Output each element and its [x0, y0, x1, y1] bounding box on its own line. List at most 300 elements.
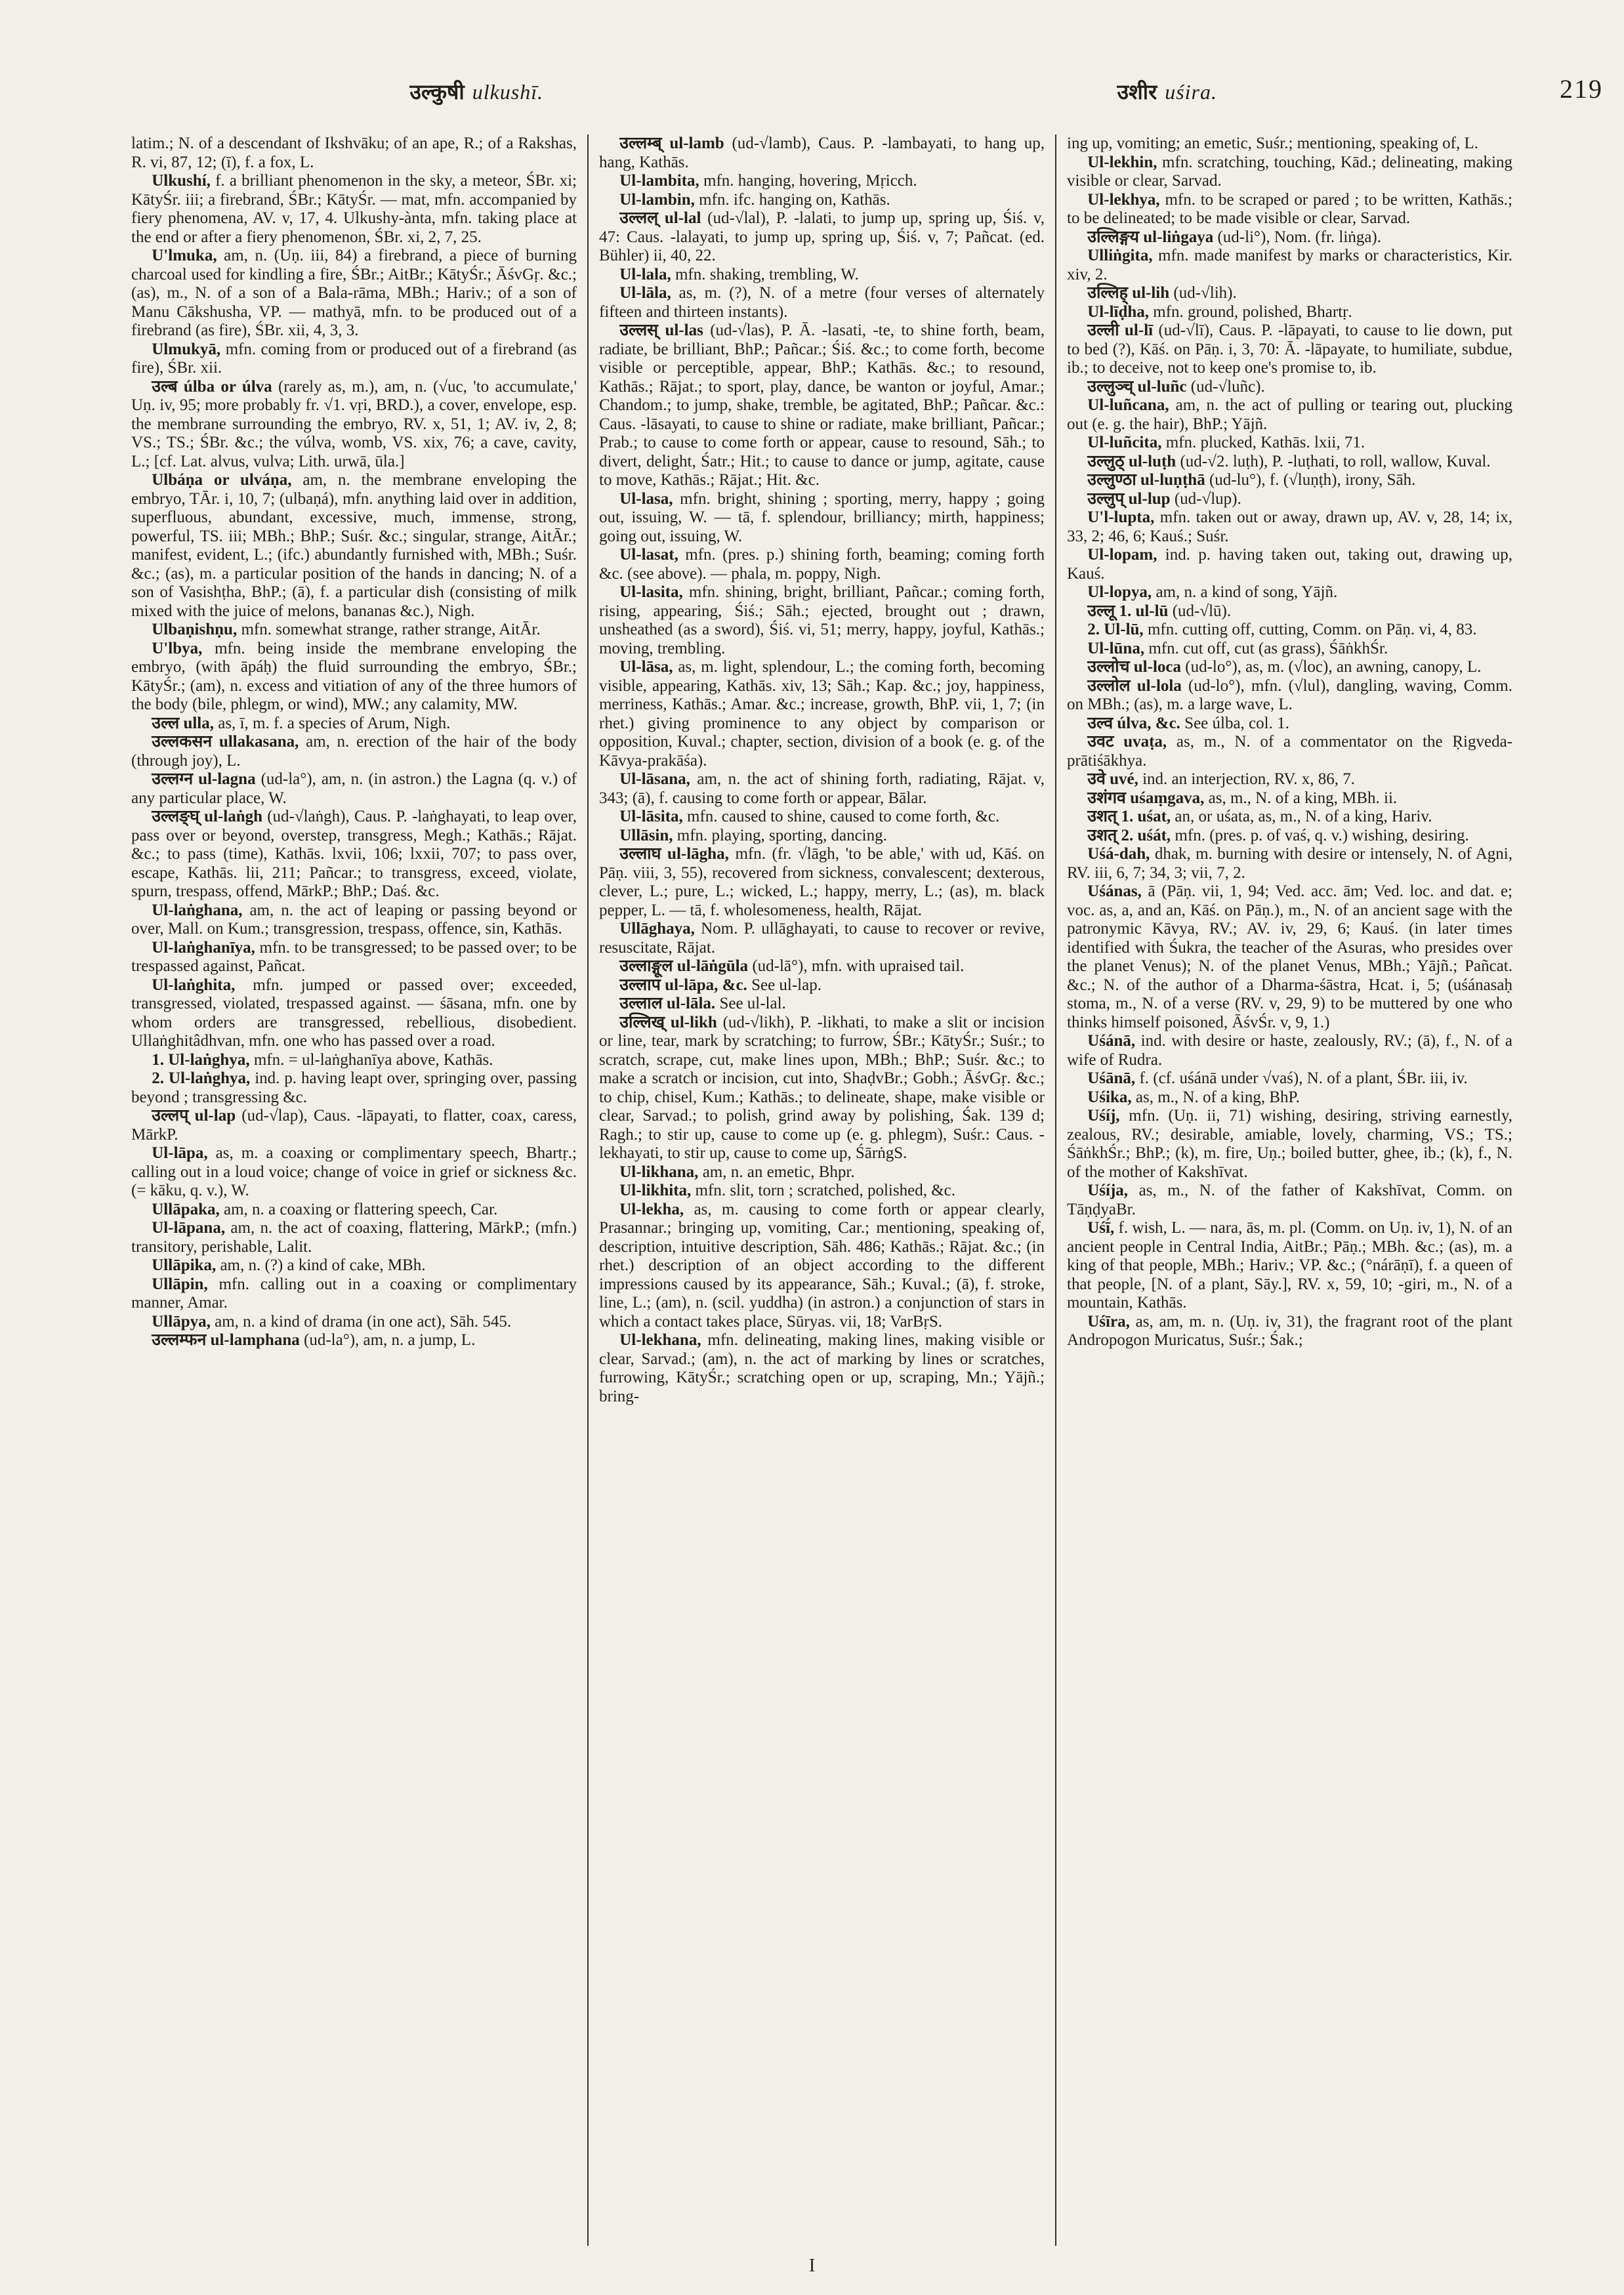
devanagari-headword: उल्लग्न: [152, 770, 194, 788]
entry-headword: úlba or úlva: [183, 377, 272, 396]
entry-body: mfn. coming from or produced out of a firebrand (as fire), ŚBr. xii.: [131, 340, 577, 377]
entry-headword: Ul-likhana,: [619, 1163, 699, 1181]
devanagari-headword: उल्लम्ब्: [619, 134, 662, 152]
devanagari-headword: उल्लल्: [619, 209, 659, 227]
entry-headword: Ullāsin,: [619, 826, 673, 844]
entry-headword: ul-lola: [1136, 676, 1182, 695]
devanagari-headword: उशत्: [1087, 826, 1117, 844]
entry-body: (ud-la°), am, n. (in astron.) the Lagna (q. v.) of any particular place, W.: [131, 770, 577, 807]
dictionary-entry: [131, 1107, 577, 1144]
entry-headword: Uśíj,: [1087, 1107, 1120, 1125]
entry-headword: Ul-lāpana,: [152, 1219, 226, 1237]
entry-body: an, or uśata, as, m., N. of a king, Hariv.: [1175, 808, 1432, 825]
entry-headword: ul-lāṅgūla: [677, 957, 749, 975]
entry-body: Nom. P. ullāghayati, to cause to recover or revive, resuscitate, Rājat.: [599, 920, 1045, 957]
entry-body: (rarely as, m.), am, n. (√uc, 'to accumulate,' Uṇ. iv, 95; more probably fr. √1. vṛi, BRD.), a cover, envelope, esp. the membrane surrounding the embryo, RV. x, 51, 1; AV. iv, 2, 8; VS.; TS.; ŚBr. &c.; the vúlva, womb, VS. xix, 76; a cave, cavity, L.; [cf. Lat. alvus, vulva; Lith. urwā, ūla.]: [131, 377, 577, 470]
devanagari-headword: उल्लोल: [1087, 676, 1131, 695]
dictionary-entry: [1067, 658, 1512, 677]
entry-headword: úlva, &c.: [1117, 714, 1180, 732]
dictionary-subentry: [1067, 1088, 1512, 1107]
entry-body: ind. p. having leapt over, springing over, passing beyond ; transgressing &c.: [131, 1069, 577, 1106]
dictionary-subentry: [131, 1051, 577, 1070]
dictionary-subentry: [1067, 640, 1512, 659]
entry-headword: ul-lih: [1132, 284, 1170, 302]
entry-body: (ud-√lup).: [1174, 489, 1241, 508]
entry-headword: ul-lī: [1125, 321, 1154, 339]
dictionary-subentry: [1067, 882, 1512, 1032]
entry-headword: ul-lagna: [198, 770, 256, 788]
devanagari-headword: उल्ली: [1087, 321, 1119, 339]
dictionary-entry: [599, 995, 1045, 1014]
entry-headword: Ul-lambita,: [619, 172, 699, 190]
entry-body: (ud-li°), Nom. (fr. liṅga).: [1217, 228, 1381, 246]
running-head-right: [822, 77, 1513, 106]
dictionary-entry: [599, 209, 1045, 266]
dictionary-entry: [1067, 321, 1512, 378]
entry-headword: Ul-laṅghita,: [152, 976, 236, 994]
entry-headword: 2. Ul-lū,: [1087, 621, 1144, 638]
devanagari-headword: उल्लस्: [619, 321, 659, 339]
running-head-left: [131, 77, 822, 106]
dictionary-entry: [1067, 770, 1512, 789]
entry-body: (ud-√luñc).: [1190, 377, 1265, 396]
entry-body: as, m. (?), N. of a metre (four verses of alternately fifteen and thirteen instants).: [599, 284, 1045, 321]
entry-body: mfn. scratching, touching, Kād.; delineating, making visible or clear, Sarvad.: [1067, 153, 1512, 190]
dictionary-entry: [1067, 677, 1512, 714]
entry-headword: Ul-lasat,: [619, 546, 678, 564]
entry-headword: Ullāpika,: [152, 1256, 217, 1274]
dictionary-entry: [599, 976, 1045, 995]
devanagari-headword: उल्लप्: [152, 1107, 189, 1125]
entry-body: am, n. an emetic, Bhpr.: [702, 1163, 855, 1181]
entry-body: mfn. (pres. p.) shining forth, beaming; coming forth &c. (see above). — phala, m. poppy, Nigh.: [599, 546, 1045, 583]
entry-body: as, am, m. n. (Uṇ. iv, 31), the fragrant root of the plant Andropogon Muricatus, Suśr.; Śak.;: [1067, 1312, 1512, 1349]
entry-body: mfn. ground, polished, Bhartṛ.: [1153, 302, 1352, 321]
entry-headword: ul-lamphana: [210, 1331, 300, 1349]
dictionary-entry: [1067, 453, 1512, 472]
dictionary-entry: [1067, 378, 1512, 397]
dictionary-column-3: [1055, 134, 1512, 2246]
entry-headword: ul-likh: [670, 1013, 717, 1031]
dictionary-subentry: [1067, 191, 1512, 228]
entry-body: ind. an interjection, RV. x, 86, 7.: [1142, 770, 1355, 788]
entry-headword: ul-loca: [1133, 658, 1181, 676]
entry-body: (ud-√2. luṭh), P. -luṭhati, to roll, wallow, Kuval.: [1180, 452, 1491, 470]
devanagari-headword: उशंगव: [1087, 789, 1126, 807]
dictionary-entry: [131, 808, 577, 901]
entry-headword: Ullāghaya,: [619, 920, 695, 938]
dictionary-entry: [1067, 808, 1512, 827]
entry-body: (ud-lo°), mfn. (√lul), dangling, waving, Comm. on MBh.; (as), m. a large wave, L.: [1067, 676, 1512, 713]
entry-body: mfn. being inside the membrane enveloping the embryo, (with āpáḥ) the fluid surrounding the embryo, ŚBr.; KātyŚr.; (am), n. excess and vitiation of any of the three humors of the body (bile, phlegm, or wind), MW.; any calamity, MW.: [131, 639, 577, 713]
entry-body: mfn. cutting off, cutting, Comm. on Pāṇ. vi, 4, 83.: [1147, 621, 1477, 638]
entry-body: (ud-√las), P. Ā. -lasati, -te, to shine forth, beam, radiate, be brilliant, BhP.; Pañcar.; Śiś. &c.; to come forth, become visible or perceptible, appear, BhP.; Kathās. &c.; to resound, Kathās.; Rājat.; to sport, play, dance, be wanton or joyful, Amar.; Chandom.; to jump, shake, tremble, be agitated, BhP.; Pañcar. &c.: Caus. -lāsayati, to cause to shine or radiate, make brilliant, Pañcar.; Prab.; to cause to come forth or appear, cause to resound, Sāh.; to divert, delight, Śatr.; Hit.; to cause to dance or jump, agitate, cause to move, Kathās.; Rājat.; Hit. &c.: [599, 321, 1045, 489]
entry-headword: Uśíja,: [1087, 1182, 1129, 1199]
running-head-left-devanagari: उल्कुषी: [409, 80, 465, 104]
dictionary-entry: [599, 134, 1045, 172]
entry-headword: ul-luṇṭhā: [1140, 471, 1205, 489]
entry-headword: Ul-lāpa,: [152, 1144, 208, 1162]
entry-headword: Ul-lopam,: [1087, 546, 1157, 564]
entry-headword: Ul-lambin,: [619, 190, 695, 209]
dictionary-subentry: [1067, 1182, 1512, 1219]
dictionary-subentry: [599, 284, 1045, 321]
dictionary-subentry: [599, 1331, 1045, 1406]
entry-headword: Ul-lasa,: [619, 489, 673, 508]
dictionary-column-2: [587, 134, 1055, 2246]
entry-body: (ud-√laṅgh), Caus. P. -laṅghayati, to leap over, pass over or beyond, overstep, transgress, Megh.; Kathās.; Rājat. &c.; to pass (time), Kathās. lxvii, 106; lxxii, 707; to pass over, escape, Kathās. lii, 211; Pañcar.; to transgress, exceed, violate, spurn, trespass, offend, MārkP.; BhP.; Daś. &c.: [131, 808, 577, 900]
entry-continuation: [131, 134, 577, 172]
dictionary-subentry: [1067, 396, 1512, 434]
dictionary-subentry: [1067, 303, 1512, 322]
dictionary-subentry: [131, 1201, 577, 1220]
dictionary-entry: [599, 845, 1045, 920]
dictionary-subentry: [131, 1144, 577, 1201]
dictionary-subentry: [1067, 1313, 1512, 1350]
entry-body: as, ī, m. f. a species of Arum, Nigh.: [218, 714, 451, 732]
entry-body: am, n. (?) a kind of cake, MBh.: [220, 1256, 426, 1274]
entry-body: f. (cf. uśánā under √vaś), N. of a plant, ŚBr. iii, iv.: [1139, 1069, 1468, 1087]
dictionary-subentry: [1067, 621, 1512, 640]
entry-body: am, n. (Uṇ. iii, 84) a firebrand, a piece of burning charcoal used for kindling a fire, ŚBr.; AitBr.; KātyŚr.; ĀśvGṛ. &c.; (as), m., N. of a son of a Bala-rāma, MBh.; Hariv.; of a son of Manu Cākshusha, VP. — mathyā, mfn. to be produced out of a firebrand (as fire), ŚBr. xii, 4, 3, 3.: [131, 247, 577, 339]
dictionary-entry: [599, 321, 1045, 490]
entry-body: mfn. ifc. hanging on, Kathās.: [699, 190, 890, 209]
entry-body: am, n. a kind of drama (in one act), Sāh. 545.: [215, 1312, 512, 1331]
dictionary-subentry: [599, 1163, 1045, 1182]
entry-body: am, n. the act of pulling or tearing out, plucking out (e. g. the hair), BhP.; Yājñ.: [1067, 396, 1512, 433]
dictionary-entry: [1067, 471, 1512, 490]
entry-headword: ul-lāgha,: [667, 845, 729, 863]
entry-body: dhak, m. burning with desire or intensely, N. of Agni, RV. iii, 6, 7; 34, 3; vii, 7, 2.: [1067, 845, 1512, 882]
entry-headword: ul-lāpa, &c.: [665, 976, 747, 994]
entry-headword: Uśá-dah,: [1087, 845, 1150, 863]
entry-headword: ul-luṭh: [1128, 452, 1176, 470]
entry-body: am, n. a coaxing or flattering speech, Car.: [224, 1200, 498, 1218]
entry-headword: ul-las: [665, 321, 703, 339]
entry-headword: ulla,: [183, 714, 214, 732]
dictionary-subentry: [599, 1201, 1045, 1332]
entry-body: latim.; N. of a descendant of Ikshvāku; of an ape, R.; of a Rakshas, R. vi, 87, 12; (ī), f. a fox, L.: [131, 134, 577, 171]
dictionary-entry: [1067, 228, 1512, 247]
running-head-right-devanagari: उशीर: [1117, 80, 1157, 104]
dictionary-subentry: [131, 1069, 577, 1107]
entry-headword: uśaṃgava,: [1130, 789, 1205, 807]
entry-continuation: [1067, 134, 1512, 154]
entry-body: am, n. the act of shining forth, radiating, Rājat. v, 343; (ā), f. causing to come forth or appear, Bālar.: [599, 770, 1045, 807]
dictionary-entry: [599, 1014, 1045, 1163]
entry-body: mfn. somewhat strange, rather strange, AitĀr.: [241, 621, 541, 638]
dictionary-subentry: [599, 920, 1045, 957]
entry-body: (ud-lo°), as, m. (√loc), an awning, canopy, L.: [1185, 658, 1482, 676]
entry-headword: Ul-laṅghana,: [152, 901, 243, 919]
entry-body: (ud-√lal), P. -lalati, to jump up, spring up, Śiś. v, 47: Caus. -lalayati, to jump up, spring up, Śiś. v, 7; Pañcat. (ed. Bühler) ii, 40, 22.: [599, 209, 1045, 264]
dictionary-entry: [1067, 602, 1512, 621]
dictionary-subentry: [599, 658, 1045, 770]
dictionary-subentry: [599, 266, 1045, 285]
dictionary-subentry: [1067, 1069, 1512, 1088]
entry-body: (ud-√lih).: [1173, 284, 1237, 302]
dictionary-subentry: [1067, 1219, 1512, 1313]
entry-headword: Ul-lāla,: [619, 284, 671, 302]
entry-body: am, n. the act of coaxing, flattering, MārkP.; (mfn.) transitory, perishable, Lalit.: [131, 1219, 577, 1256]
dictionary-subentry: [131, 172, 577, 247]
entry-body: am, n. the act of leaping or passing beyond or over, Mall. on Kum.; transgression, trespass, offence, sin, Kathās.: [131, 901, 577, 938]
dictionary-entry: [1067, 827, 1512, 846]
entry-headword: Uśānā,: [1087, 1069, 1136, 1087]
dictionary-entry: [131, 714, 577, 734]
entry-headword: Ulbaṇishṇu,: [152, 621, 238, 638]
entry-body: (ud-√likh), P. -likhati, to make a slit or incision or line, tear, mark by scratching; to furrow, ŚBr.; KātyŚr.; Suśr.; to scratch, scrape, cut, make lines upon, MBh.; BhP.; Suśr. &c.; to make a scratch or incision, cut into, ShaḍvBr.; Gobh.; ĀśvGṛ. &c.; to chip, chisel, Kum.; Kathās.; to delineate, shape, make visible or clear, Sarvad.; to polish, grind away by polishing, Śak. 139 d; Ragh.; to stir up, cause to come up (e. g. phlegm), Suśr.: Caus. -lekhayati, to stir up, cause to come up, ŚārṅgS.: [599, 1013, 1045, 1162]
devanagari-headword: उवे: [1087, 770, 1106, 788]
entry-headword: Uśīra,: [1087, 1312, 1130, 1331]
devanagari-headword: उल्ल: [152, 714, 180, 732]
entry-headword: ul-lamb: [669, 134, 724, 152]
entry-headword: Ul-likhita,: [619, 1182, 692, 1199]
entry-body: mfn. to be transgressed; to be passed over; to be trespassed against, Pañcat.: [131, 938, 577, 975]
entry-body: See ul-lap.: [751, 976, 822, 994]
dictionary-entry: [599, 957, 1045, 976]
dictionary-subentry: [1067, 247, 1512, 284]
entry-headword: Ul-luñcana,: [1087, 396, 1169, 414]
entry-body: mfn. cut off, cut (as grass), ŚāṅkhŚr.: [1148, 639, 1388, 657]
entry-headword: Ul-lekhin,: [1087, 153, 1157, 171]
entry-headword: 2. uśát,: [1121, 826, 1171, 844]
page-number: 219: [1560, 74, 1603, 104]
entry-body: mfn. hanging, hovering, Mṛicch.: [703, 172, 917, 190]
entry-headword: 1. Ul-laṅghya,: [152, 1050, 250, 1069]
dictionary-subentry: [1067, 1107, 1512, 1182]
entry-headword: uvaṭa,: [1123, 733, 1167, 751]
entry-body: as, m., N. of a king, BhP.: [1135, 1088, 1300, 1106]
devanagari-headword: उवट: [1087, 733, 1114, 751]
devanagari-headword: उल्लाल: [619, 995, 663, 1012]
dictionary-subentry: [599, 1182, 1045, 1201]
devanagari-headword: उल्लङ्घ्: [152, 808, 199, 825]
entry-headword: 1. ul-lū: [1119, 602, 1169, 620]
dictionary-subentry: [1067, 845, 1512, 882]
entry-body: ind. with desire or haste, zealously, RV.; (ā), f., N. of a wife of Rudra.: [1067, 1032, 1512, 1069]
entry-headword: Ul-lasita,: [619, 583, 683, 601]
running-head-right-word: uśira.: [1165, 80, 1217, 104]
devanagari-headword: उल्लिङ्गय: [1087, 228, 1139, 246]
entry-headword: ul-lap: [194, 1107, 236, 1125]
entry-body: mfn. bright, shining ; sporting, merry, happy ; going out, issuing, W. — tā, f. splendour, brilliancy; mirth, happiness; going out, issuing, W.: [599, 489, 1045, 545]
dictionary-entry: [131, 1331, 577, 1350]
dictionary-subentry: [1067, 583, 1512, 602]
entry-headword: Ul-lala,: [619, 265, 671, 283]
dictionary-entry: [1067, 733, 1512, 770]
dictionary-subentry: [1067, 154, 1512, 191]
dictionary-subentry: [599, 490, 1045, 547]
dictionary-subentry: [599, 770, 1045, 808]
dictionary-subentry: [599, 172, 1045, 191]
devanagari-headword: उशत्: [1087, 808, 1117, 825]
dictionary-subentry: [131, 976, 577, 1051]
devanagari-headword: उल्लिह्: [1087, 284, 1128, 302]
entry-headword: Ul-lekhana,: [619, 1331, 701, 1349]
entry-body: f. wish, L. — nara, ās, m. pl. (Comm. on Uṇ. iv, 1), N. of an ancient people in Central India, AitBr.; Pāṇ.; MBh. &c.; (as), m. a king of that people, MBh.; Hariv.; VP. &c.; (°nárāṇī), f. a queen of that people, [N. of a plant, Sāy.], RV. x, 59, 10; -giri, m., N. of a mountain, Kathās.: [1067, 1219, 1512, 1312]
entry-body: (ud-√lap), Caus. -lāpayati, to flatter, coax, caress, MārkP.: [131, 1107, 577, 1144]
entry-body: (ud-lu°), f. (√luṇṭh), irony, Sāh.: [1209, 471, 1416, 489]
entry-headword: Uśika,: [1087, 1088, 1132, 1106]
dictionary-subentry: [131, 1313, 577, 1332]
dictionary-subentry: [1067, 508, 1512, 546]
entry-headword: ul-lup: [1128, 489, 1171, 508]
dictionary-subentry: [599, 827, 1045, 846]
entry-body: as, m. a coaxing or complimentary speech, Bhartṛ.; calling out in a loud voice; change of voice in grief or sickness &c. (= kāku, q. v.), W.: [131, 1144, 577, 1199]
entry-headword: Ul-lūna,: [1087, 639, 1145, 657]
entry-body: as, m., N. of a commentator on the Ṛigveda-prātiśākhya.: [1067, 733, 1512, 770]
entry-body: f. a brilliant phenomenon in the sky, a meteor, ŚBr. xi; KātyŚr. iii; a firebrand, ŚBr.; KātyŚr. — mat, mfn. accompanied by fiery phenomena, AV. v, 17, 4. Ulkushy-ànta, mfn. taking place at the end or after a fiery phenomenon, ŚBr. xi, 2, 7, 25.: [131, 172, 577, 246]
entry-headword: ul-laṅgh: [204, 808, 263, 825]
devanagari-headword: उल्लुण्ठा: [1087, 471, 1136, 489]
entry-headword: Ullāpin,: [152, 1275, 208, 1293]
entry-body: mfn. taken out or away, drawn up, AV. v, 28, 14; ix, 33, 2; 46, 6; Kauś.; Suśr.: [1067, 508, 1512, 545]
entry-headword: Ul-lāsa,: [619, 658, 673, 676]
text-columns: [131, 134, 1512, 2246]
running-head-left-word: ulkushī.: [472, 80, 544, 104]
dictionary-subentry: [131, 621, 577, 640]
entry-headword: 2. Ul-laṅghya,: [152, 1069, 251, 1087]
signature-mark: I: [808, 2256, 816, 2276]
entry-body: mfn. jumped or passed over; exceeded, transgressed, violated, trespassed against. — śāsana, mfn. one by whom orders are transgressed, rebellious, disobedient. Ullaṅghitâdhvan, mfn. one who has passed over a road.: [131, 976, 577, 1050]
entry-body: (ud-√lī), Caus. P. -lāpayati, to cause to lie down, put to bed (?), Kāś. on Pāṇ. i, 3, 70: Ā. -lāpayate, to humiliate, subdue, ib.; to deceive, not to keep one's promise to, ib.: [1067, 321, 1512, 377]
entry-body: mfn. slit, torn ; scratched, polished, &c.: [695, 1182, 955, 1199]
entry-body: as, m., N. of the father of Kakshīvat, Comm. on TāṇḍyaBr.: [1067, 1182, 1512, 1218]
entry-headword: Ullāpya,: [152, 1312, 211, 1331]
entry-headword: Uśánas,: [1087, 882, 1142, 900]
devanagari-headword: उल्लाप: [619, 976, 661, 994]
devanagari-headword: उल्लुप्: [1087, 489, 1125, 508]
entry-headword: Uśánā,: [1087, 1032, 1136, 1050]
dictionary-subentry: [1067, 546, 1512, 583]
dictionary-entry: [131, 770, 577, 808]
entry-body: am, n. a kind of song, Yājñ.: [1156, 583, 1338, 601]
entry-body: ind. p. having taken out, taking out, drawing up, Kauś.: [1067, 546, 1512, 583]
entry-body: am, n. the membrane enveloping the embryo, TĀr. i, 10, 7; (ulbaṇá), mfn. anything laid over in addition, superfluous, abundant, excessive, much, immense, strong, powerful, TS. iii; MBh.; BhP.; Suśr. &c.; singular, strange, AitĀr.; manifest, evident, L.; (ifc.) abundantly furnished with, MBh.; Suśr. &c.; (as), m. a particular position of the hands in dancing; N. of a son of Vasishṭha, BhP.; (ā), f. a particular dish (consisting of milk mixed with the juice of melons, bananas &c.), Nigh.: [131, 471, 577, 620]
entry-headword: ul-lāla.: [666, 995, 716, 1012]
entry-headword: U'lmuka,: [152, 247, 217, 264]
entry-headword: uvé,: [1110, 770, 1138, 788]
entry-body: mfn. playing, sporting, dancing.: [677, 826, 887, 844]
entry-headword: ullakasana,: [219, 733, 299, 751]
entry-headword: Ul-lāsana,: [619, 770, 690, 788]
page-header: [131, 77, 1512, 106]
entry-headword: Ulliṅgita,: [1087, 247, 1153, 264]
dictionary-subentry: [599, 546, 1045, 583]
dictionary-subentry: [599, 191, 1045, 210]
dictionary-entry: [1067, 490, 1512, 509]
entry-body: mfn. delineating, making lines, making visible or clear, Sarvad.; (am), n. the act of marking by lines or scratches, furrowing, KātyŚr.; scratching open or up, scraping, Mn.; Yājñ.; bring-: [599, 1331, 1045, 1405]
entry-body: mfn. shining, bright, brilliant, Pañcar.; coming forth, rising, appearing, Śiś.; Sāh.; ejected, brought out ; drawn, unsheathed (as a sword), Śiś. vi, 51; merry, happy, joyful, Kathās.; moving, trembling.: [599, 583, 1045, 657]
dictionary-subentry: [1067, 434, 1512, 453]
entry-body: (ud-√lū).: [1172, 602, 1232, 620]
entry-headword: Uśī́,: [1087, 1219, 1115, 1237]
entry-body: mfn. calling out in a coaxing or complimentary manner, Amar.: [131, 1275, 577, 1312]
entry-headword: Ul-lopya,: [1087, 583, 1152, 601]
entry-headword: Ulkushí,: [152, 172, 211, 190]
dictionary-subentry: [131, 640, 577, 714]
entry-body: See úlba, col. 1.: [1184, 714, 1289, 732]
dictionary-entry: [131, 733, 577, 770]
devanagari-headword: उल्लाघ: [619, 845, 661, 863]
page-footer: [0, 2256, 1624, 2277]
entry-headword: ul-lal: [664, 209, 701, 227]
entry-body: ā (Pāṇ. vii, 1, 94; Ved. acc. ām; Ved. loc. and dat. e; voc. as, a, and an, Kāś. on Pāṇ.), m., N. of an ancient sage with the patronymic Kāvya, RV.; AV. iv, 29, 6; Kauś. (in later times identified with Śukra, the teacher of the Asuras, who presides over the planet Venus); N. of the planet Venus, MBh.; Yājñ.; Pañcat. &c.; N. of the author of a Dharma-śāstra, Hcat. i, 5; (uśánasaḥ stoma, m., N. of a verse (RV. v, 29, 9) to be muttered by one who thinks himself poisoned, ĀśvŚr. v, 9, 1.): [1067, 882, 1512, 1031]
entry-body: ing up, vomiting; an emetic, Suśr.; mentioning, speaking of, L.: [1067, 134, 1479, 152]
dictionary-entry: [1067, 284, 1512, 303]
entry-body: mfn. plucked, Kathās. lxii, 71.: [1165, 434, 1365, 451]
entry-headword: Ul-luñcita,: [1087, 434, 1162, 451]
entry-headword: Ul-laṅghanīya,: [152, 938, 255, 957]
entry-body: mfn. caused to shine, caused to come forth, &c.: [687, 808, 1000, 825]
entry-body: mfn. (Uṇ. ii, 71) wishing, desiring, striving earnestly, zealous, RV.; desirable, amiable, lovely, charming, VS.; TS.; ŚāṅkhŚr.; BhP.; (k), m. fire, Uṇ.; boiled butter, ghee, ib.; (k), f., N. of the mother of Kakshīvat.: [1067, 1107, 1512, 1181]
entry-body: as, m., N. of a king, MBh. ii.: [1208, 789, 1398, 807]
entry-headword: ul-luñc: [1137, 377, 1187, 396]
entry-headword: Ul-līḍha,: [1087, 302, 1150, 321]
devanagari-headword: उल्लकसन: [152, 733, 213, 751]
entry-body: mfn. = ul-laṅghanīya above, Kathās.: [253, 1050, 493, 1069]
dictionary-subentry: [131, 247, 577, 341]
devanagari-headword: उल्लुञ्च्: [1087, 377, 1134, 396]
devanagari-headword: उल्लाङ्गूल: [619, 957, 673, 975]
entry-headword: Ulmukyā,: [152, 340, 221, 358]
dictionary-subentry: [131, 1256, 577, 1275]
dictionary-subentry: [131, 901, 577, 939]
entry-body: as, m. causing to come forth or appear clearly, Prasannar.; bringing up, vomiting, Car.; mentioning, speaking of, description, intuitive description, Sāh. 486; Kathās.; Rājat. &c.; (in rhet.) description of an object according to the different impressions caused by its appearance, Sāh.; Kuval.; (ā), f. stroke, line, L.; (am), n. (scil. yuddha) (in astron.) a conjunction of stars in which a contact takes place, Sūryas. vii, 18; VarBṛS.: [599, 1200, 1045, 1331]
devanagari-headword: उल्लू: [1087, 602, 1115, 620]
entry-headword: Ul-lekha,: [619, 1200, 684, 1218]
entry-headword: U'lbya,: [152, 639, 203, 657]
entry-headword: U'l-lupta,: [1087, 508, 1155, 526]
entry-body: as, m. light, splendour, L.; the coming forth, becoming visible, appearing, Kathās. xiv, 13; Sāh.; Kap. &c.; joy, happiness, merriness, Kathās.; Amar. &c.; increase, growth, BhP. vii, 1, 7; (in rhet.) giving prominence to any object by comparison or opposition, Kuval.; chapter, section, division of a book (e. g. of the Kāvya-prakāśa).: [599, 658, 1045, 770]
devanagari-headword: उल्ब: [152, 377, 178, 396]
dictionary-entry: [1067, 789, 1512, 808]
entry-headword: Ul-lekhya,: [1087, 190, 1160, 209]
dictionary-subentry: [599, 808, 1045, 827]
devanagari-headword: उल्लुठ्: [1087, 452, 1125, 470]
entry-body: am, n. erection of the hair of the body (through joy), L.: [131, 733, 577, 770]
dictionary-subentry: [1067, 1032, 1512, 1069]
entry-headword: Ulbáṇa or ulváṇa,: [152, 471, 292, 489]
entry-headword: Ul-lāsita,: [619, 808, 683, 825]
dictionary-entry: [1067, 714, 1512, 734]
devanagari-headword: उल्लिख्: [619, 1013, 665, 1031]
entry-body: (ud-lā°), mfn. with upraised tail.: [752, 957, 965, 975]
entry-headword: Ullāpaka,: [152, 1200, 220, 1218]
entry-body: mfn. (fr. √lāgh, 'to be able,' with ud, Kāś. on Pāṇ. viii, 3, 55), recovered from sickness, convalescent; dexterous, clever, L.; pure, L.; wicked, L.; happy, merry, L.; (as), m. black pepper, L. — tā, f. wholesomeness, health, Rājat.: [599, 845, 1045, 919]
dictionary-subentry: [131, 341, 577, 378]
dictionary-column-1: [131, 134, 587, 2246]
entry-headword: 1. uśat,: [1121, 808, 1171, 825]
dictionary-subentry: [131, 939, 577, 976]
entry-body: mfn. shaking, trembling, W.: [675, 265, 859, 283]
entry-body: (ud-la°), am, n. a jump, L.: [304, 1331, 476, 1349]
dictionary-subentry: [131, 1275, 577, 1313]
entry-body: (ud-√lamb), Caus. P. -lambayati, to hang up, hang, Kathās.: [599, 134, 1045, 171]
dictionary-subentry: [131, 471, 577, 621]
devanagari-headword: उल्व: [1087, 714, 1114, 732]
entry-body: mfn. to be scraped or pared ; to be written, Kathās.; to be delineated; to be made visible or clear, Sarvad.: [1067, 190, 1512, 227]
devanagari-headword: उल्लम्फन: [152, 1331, 207, 1349]
entry-headword: ul-liṅgaya: [1143, 228, 1214, 246]
devanagari-headword: उल्लोच: [1087, 658, 1130, 676]
entry-body: mfn. (pres. p. of vaś, q. v.) wishing, desiring.: [1175, 826, 1469, 844]
entry-body: mfn. made manifest by marks or characteristics, Kir. xiv, 2.: [1067, 247, 1512, 283]
dictionary-entry: [131, 378, 577, 472]
dictionary-subentry: [131, 1219, 577, 1256]
dictionary-subentry: [599, 583, 1045, 658]
